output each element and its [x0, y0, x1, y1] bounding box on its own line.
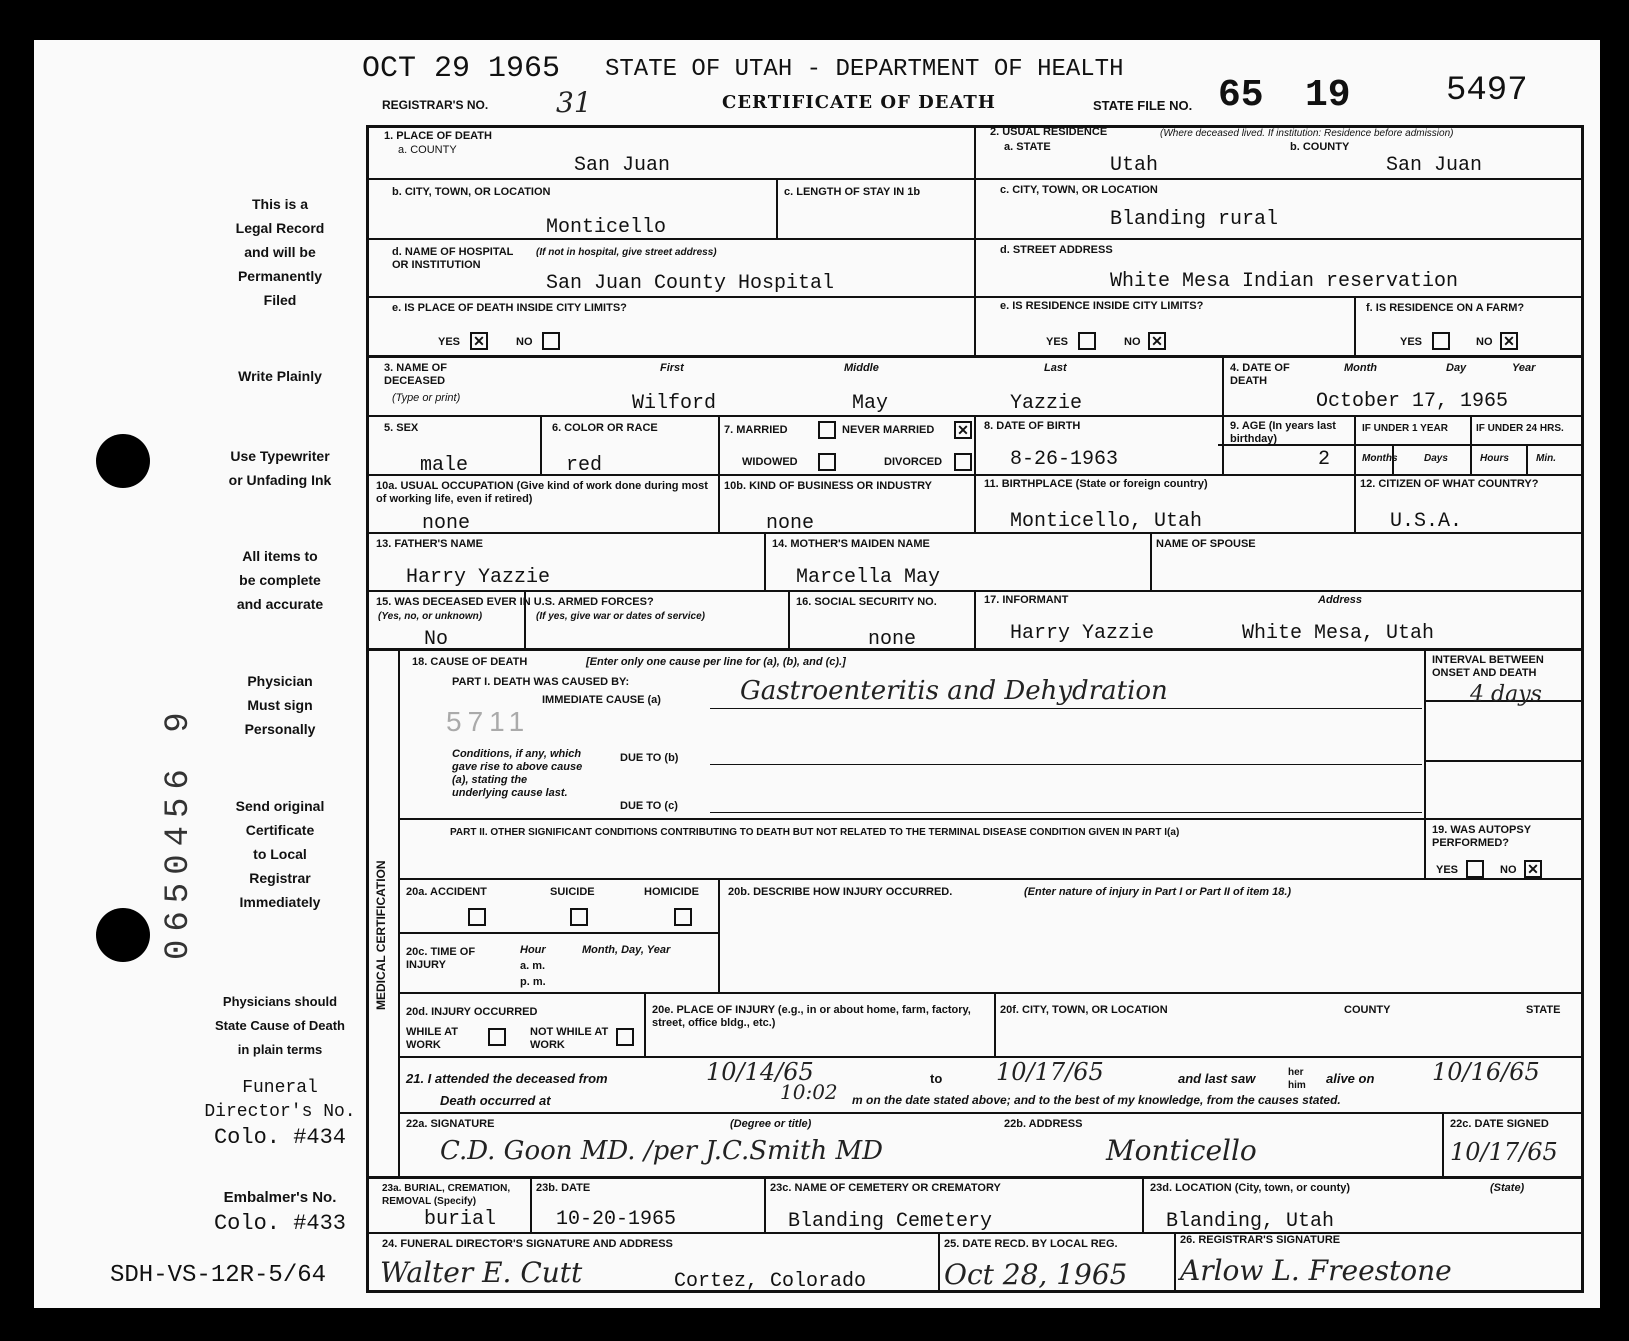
residence-inside-city-label: e. IS RESIDENCE INSIDE CITY LIMITS? [1000, 300, 1204, 312]
injury-county-label: COUNTY [1344, 1004, 1391, 1016]
attended-to: 10/17/65 [996, 1058, 1104, 1086]
informant-address-label: Address [1318, 594, 1363, 606]
residence-inside-city-yes-checkbox[interactable] [1078, 332, 1096, 350]
birthplace: Monticello, Utah [1010, 510, 1203, 533]
death-occurred-label: Death occurred at [440, 1093, 551, 1108]
registrar-no-label: REGISTRAR'S NO. [382, 98, 489, 112]
race-label: 6. COLOR OR RACE [552, 422, 658, 434]
suicide-label: SUICIDE [550, 886, 595, 898]
interval-label: INTERVAL BETWEEN ONSET AND DEATH [1432, 654, 1544, 679]
residence-county-label: b. COUNTY [1290, 141, 1350, 153]
attended-from: 10/14/65 [706, 1058, 814, 1086]
punch-hole-top [96, 434, 150, 488]
ssn-label: 16. SOCIAL SECURITY NO. [796, 596, 937, 608]
funeral-director-no: Colo. #434 [213, 1125, 347, 1150]
hours-label: Hours [1480, 453, 1509, 464]
degree-label: (Degree or title) [730, 1118, 812, 1130]
armed-forces: No [424, 628, 449, 651]
date-of-death-label: 4. DATE OF DEATH [1230, 362, 1290, 387]
month-day-year-label: Month, Day, Year [582, 944, 671, 956]
cause-note: [Enter only one cause per line for (a), (b), and (c).] [586, 656, 846, 668]
date-of-death: October 17, 1965 [1316, 390, 1509, 413]
death-city-label: b. CITY, TOWN, OR LOCATION [392, 186, 551, 198]
date-received-label: 25. DATE RECD. BY LOCAL REG. [944, 1238, 1118, 1250]
mother-name: Marcella May [796, 566, 941, 589]
state-file-label: STATE FILE NO. [1093, 98, 1193, 113]
never-married-checkbox[interactable] [954, 421, 972, 439]
residence-city: Blanding rural [1110, 208, 1279, 231]
hospital-label: d. NAME OF HOSPITAL OR INSTITUTION [392, 246, 514, 271]
min-label: Min. [1536, 453, 1556, 464]
pm-label: p. m. [520, 976, 546, 988]
middle-name: May [852, 392, 889, 415]
funeral-director-no-label: Funeral Director's No. [204, 1078, 356, 1122]
spouse-label: NAME OF SPOUSE [1156, 538, 1256, 550]
state-file-serial: 5497 [1446, 72, 1528, 110]
sidebar-typewriter-note: Use Typewriter or Unfading Ink [228, 448, 332, 488]
farm-label: f. IS RESIDENCE ON A FARM? [1366, 302, 1525, 314]
accident-checkbox[interactable] [468, 908, 486, 926]
never-married-label: NEVER MARRIED [842, 424, 935, 436]
occupation-label: 10a. USUAL OCCUPATION (Give kind of work done during most of working life, even if retired) [376, 480, 708, 505]
sidebar-write-plainly: Write Plainly [238, 368, 322, 384]
place-of-injury-label: 20e. PLACE OF INJURY (e.g., in or about home, farm, factory, street, office bldg., etc.) [652, 1004, 971, 1029]
last-name-label: Last [1044, 362, 1067, 374]
dob-label: 8. DATE OF BIRTH [984, 420, 1081, 432]
describe-injury-note: (Enter nature of injury in Part I or Part II of item 18.) [1024, 886, 1292, 898]
married-checkbox[interactable] [818, 421, 836, 439]
middle-name-label: Middle [844, 362, 879, 374]
place-of-death-label: 1. PLACE OF DEATH [384, 130, 492, 142]
burial-location: Blanding, Utah [1166, 1210, 1335, 1233]
armed-forces-sub2: (If yes, give war or dates of service) [536, 611, 705, 622]
first-name-label: First [660, 362, 684, 374]
due-to-b-label: DUE TO (b) [620, 752, 679, 764]
date-stamp: OCT 29 1965 [362, 52, 561, 86]
farm-yes-checkbox[interactable] [1432, 332, 1450, 350]
due-to-c-label: DUE TO (c) [620, 800, 678, 812]
registrar-signature: Arlow L. Freestone [1180, 1254, 1452, 1287]
physician-signature: C.D. Goon MD. /per J.C.Smith MD [440, 1136, 883, 1166]
date-signed-label: 22c. DATE SIGNED [1450, 1118, 1549, 1130]
autopsy-label: 19. WAS AUTOPSY PERFORMED? [1432, 824, 1531, 849]
immediate-cause: Gastroenteritis and Dehydration [740, 676, 1168, 706]
last-saw-label: and last saw [1178, 1071, 1256, 1086]
alive-on-label: alive on [1326, 1071, 1375, 1086]
burial-state-label: (State) [1490, 1182, 1525, 1194]
month-label: Month [1344, 362, 1377, 374]
street-address-label: d. STREET ADDRESS [1000, 244, 1113, 256]
sex: male [420, 454, 469, 477]
yes-label: YES [1400, 336, 1423, 348]
am-label: a. m. [520, 960, 546, 972]
sidebar-physician-note: Physician Must sign Personally [244, 673, 316, 737]
no-label: NO [1476, 336, 1493, 348]
burial-label: 23a. BURIAL, CREMATION, REMOVAL (Specify) [382, 1183, 511, 1207]
residence-city-label: c. CITY, TOWN, OR LOCATION [1000, 184, 1158, 196]
while-at-work-checkbox[interactable] [488, 1028, 506, 1046]
time-of-injury-label: 20c. TIME OF INJURY [406, 946, 476, 971]
not-while-at-work-checkbox[interactable] [616, 1028, 634, 1046]
usual-residence-note: (Where deceased lived. If institution: Residence before admission) [1160, 128, 1454, 139]
sidebar-legal-note: This is a Legal Record and will be Permanently Filed [235, 196, 325, 308]
death-city: Monticello [546, 216, 667, 239]
ssn: none [868, 628, 917, 651]
registrar-no: 31 [556, 86, 592, 119]
informant-address: White Mesa, Utah [1242, 622, 1435, 645]
hospital-note: (If not in hospital, give street address) [536, 247, 717, 258]
death-statement: m on the date stated above; and to the best of my knowledge, from the causes stated. [852, 1093, 1341, 1107]
sidebar-physicians-state: Physicians should State Cause of Death in plain terms [214, 994, 346, 1057]
hospital-name: San Juan County Hospital [546, 272, 835, 295]
death-inside-city-no-checkbox[interactable] [542, 332, 560, 350]
armed-forces-label: 15. WAS DECEASED EVER IN U.S. ARMED FORCES? [376, 596, 654, 608]
embalmer-no: Colo. #433 [213, 1211, 347, 1236]
farm-no-checkbox[interactable] [1500, 332, 1518, 350]
father-label: 13. FATHER'S NAME [376, 538, 483, 550]
no-label: NO [1124, 336, 1141, 348]
citizen: U.S.A. [1390, 510, 1463, 533]
death-inside-city-yes-checkbox[interactable] [470, 332, 488, 350]
injury-occurred-label: 20d. INJURY OCCURRED [406, 1006, 538, 1018]
race: red [566, 454, 603, 477]
under-24-hrs-label: IF UNDER 24 HRS. [1476, 423, 1564, 434]
agency-title: STATE OF UTAH - DEPARTMENT OF HEALTH [605, 56, 1124, 83]
sex-label: 5. SEX [384, 422, 419, 434]
conditions-label: Conditions, if any, which gave rise to above cause (a), stating the underlying cause last. [452, 748, 583, 799]
physician-address-label: 22b. ADDRESS [1004, 1118, 1083, 1130]
injury-state-label: STATE [1526, 1004, 1561, 1016]
divorced-label: DIVORCED [884, 456, 943, 468]
while-at-work-label: WHILE AT WORK [406, 1026, 458, 1051]
burial-date-label: 23b. DATE [536, 1182, 591, 1194]
street-address: White Mesa Indian reservation [1110, 270, 1459, 293]
residence-state: Utah [1110, 154, 1159, 177]
medical-certification-label: MEDICAL CERTIFICATION [374, 860, 388, 1010]
state-file-year: 65 [1218, 74, 1264, 117]
funeral-director-address: Cortez, Colorado [674, 1270, 867, 1293]
suicide-checkbox[interactable] [570, 908, 588, 926]
death-county: San Juan [574, 154, 671, 177]
homicide-checkbox[interactable] [674, 908, 692, 926]
date-signed: 10/17/65 [1450, 1138, 1558, 1166]
date-received: Oct 28, 1965 [944, 1258, 1128, 1291]
residence-inside-city-no-checkbox[interactable] [1148, 332, 1166, 350]
armed-forces-sub: (Yes, no, or unknown) [378, 611, 483, 622]
cemetery-label: 23c. NAME OF CEMETERY OR CREMATORY [770, 1182, 1001, 1194]
part-1-label: PART I. DEATH WAS CAUSED BY: [452, 676, 630, 688]
yes-label: YES [438, 336, 461, 348]
burial-location-label: 23d. LOCATION (City, town, or county) [1150, 1182, 1351, 1194]
death-inside-city-label: e. IS PLACE OF DEATH INSIDE CITY LIMITS? [392, 302, 627, 314]
yes-label: YES [1436, 864, 1459, 876]
interval: 4 days [1470, 682, 1542, 707]
cemetery: Blanding Cemetery [788, 1210, 993, 1233]
months-label: Months [1362, 453, 1398, 464]
length-of-stay-label: c. LENGTH OF STAY IN 1b [784, 186, 921, 198]
autopsy-yes-checkbox[interactable] [1466, 860, 1484, 878]
residence-county: San Juan [1386, 154, 1483, 177]
state-file-county: 19 [1305, 74, 1351, 117]
physician-address: Monticello [1106, 1134, 1257, 1167]
alive-on-date: 10/16/65 [1432, 1058, 1540, 1086]
describe-injury-label: 20b. DESCRIBE HOW INJURY OCCURRED. [728, 886, 953, 898]
death-county-label: a. COUNTY [398, 144, 457, 156]
citizen-label: 12. CITIZEN OF WHAT COUNTRY? [1360, 478, 1539, 490]
part-2-label: PART II. OTHER SIGNIFICANT CONDITIONS CONTRIBUTING TO DEATH BUT NOT RELATED TO THE TERMINAL DISEASE CONDITION GIVEN IN PART I(a) [450, 827, 1180, 838]
mother-label: 14. MOTHER'S MAIDEN NAME [772, 538, 930, 550]
burial: burial [424, 1208, 497, 1231]
informant-name: Harry Yazzie [1010, 622, 1155, 645]
no-label: NO [1500, 864, 1517, 876]
burial-date: 10-20-1965 [556, 1208, 677, 1231]
certificate-title: CERTIFICATE OF DEATH [722, 92, 996, 113]
her-him-label: her him [1288, 1067, 1306, 1091]
last-name: Yazzie [1010, 392, 1083, 415]
vertical-certificate-number: 0650456 9 [160, 704, 198, 960]
registrar-signature-label: 26. REGISTRAR'S SIGNATURE [1180, 1234, 1341, 1246]
death-time: 10:02 [780, 1080, 838, 1104]
immediate-cause-label: IMMEDIATE CAUSE (a) [542, 694, 661, 706]
autopsy-no-checkbox[interactable] [1524, 860, 1542, 878]
injury-city-label: 20f. CITY, TOWN, OR LOCATION [1000, 1004, 1168, 1016]
widowed-label: WIDOWED [742, 456, 798, 468]
cause-of-death-label: 18. CAUSE OF DEATH [412, 656, 528, 668]
year-label: Year [1512, 362, 1536, 374]
occupation: none [422, 512, 471, 535]
birthplace-label: 11. BIRTHPLACE (State or foreign country) [984, 478, 1208, 490]
married-label: 7. MARRIED [724, 424, 788, 436]
sidebar-complete-note: All items to be complete and accurate [236, 548, 324, 612]
homicide-label: HOMICIDE [644, 886, 699, 898]
embalmer-no-label: Embalmer's No. [223, 1189, 337, 1206]
informant-label: 17. INFORMANT [984, 594, 1069, 606]
funeral-director-label: 24. FUNERAL DIRECTOR'S SIGNATURE AND ADDRESS [382, 1238, 673, 1250]
signature-label: 22a. SIGNATURE [406, 1118, 495, 1130]
hour-label: Hour [520, 944, 546, 956]
yes-label: YES [1046, 336, 1069, 348]
age: 2 [1318, 448, 1331, 471]
punch-hole-bottom [96, 908, 150, 962]
first-name: Wilford [632, 392, 717, 415]
usual-residence-label: 2. USUAL RESIDENCE [990, 126, 1108, 138]
to-label: to [930, 1071, 943, 1086]
day-label: Day [1446, 362, 1467, 374]
funeral-director-signature: Walter E. Cutt [380, 1256, 583, 1289]
deceased-name-label: 3. NAME OF DECEASED [384, 362, 447, 387]
divorced-checkbox[interactable] [954, 453, 972, 471]
form-number: SDH-VS-12R-5/64 [110, 1262, 327, 1289]
sidebar-send-note: Send original Certificate to Local Registrar Immediately [235, 798, 325, 910]
no-label: NO [516, 336, 533, 348]
business-label: 10b. KIND OF BUSINESS OR INDUSTRY [724, 480, 933, 492]
date-of-birth: 8-26-1963 [1010, 448, 1119, 471]
accident-label: 20a. ACCIDENT [406, 886, 487, 898]
deceased-name-sub: (Type or print) [392, 392, 461, 404]
age-label: 9. AGE (In years last birthday) [1230, 420, 1336, 445]
days-label: Days [1424, 453, 1448, 464]
residence-state-label: a. STATE [1004, 141, 1051, 153]
business: none [766, 512, 815, 535]
father-name: Harry Yazzie [406, 566, 551, 589]
under-1-year-label: IF UNDER 1 YEAR [1362, 423, 1448, 434]
widowed-checkbox[interactable] [818, 453, 836, 471]
not-while-at-work-label: NOT WHILE AT WORK [530, 1026, 609, 1051]
attended-label: 21. I attended the deceased from [406, 1071, 608, 1086]
cause-code: 5711 [446, 706, 531, 737]
